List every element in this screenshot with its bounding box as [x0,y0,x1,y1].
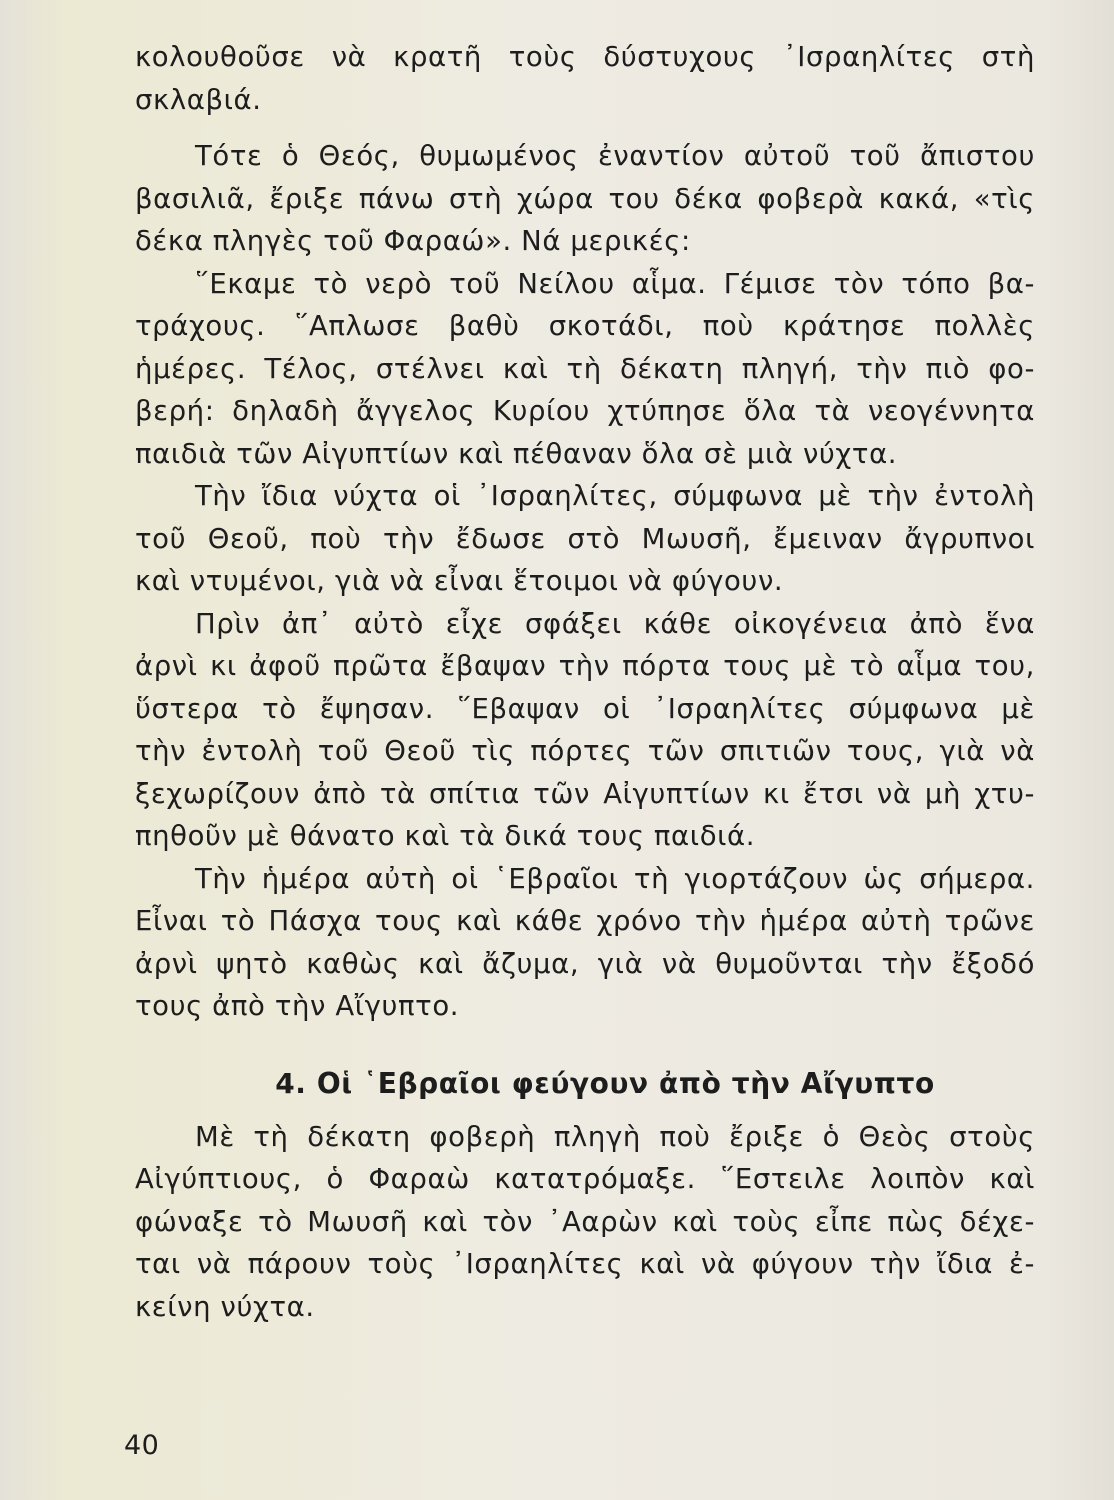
text-column [135,36,1035,1328]
paragraph [135,603,1035,858]
paragraph [135,36,1035,121]
text-line: πηθοῦν μὲ θάνατο καὶ τὰ δικά τους παιδιά. [135,820,756,852]
text-line: βασιλιᾶ, ἔριξε πάνω στὴ χώρα του δέκα φοβερὰ κακά, «τὶς [135,182,1035,215]
text-line: ἡμέρες. Τέλος, στέλνει καὶ τὴ δέκατη πληγή, τὴν πιὸ φο- [135,352,1035,385]
text-line: ὕστερα τὸ ἔψησαν. ῞Εβαψαν οἱ ᾿Ισραηλίτες σύμφωνα μὲ [135,692,1035,725]
text-line: Τὴν ἴδια νύχτα οἱ ᾿Ισραηλίτες, σύμφωνα μὲ τὴν ἐντολὴ [195,480,1035,512]
text-line: Εἶναι τὸ Πάσχα τους καὶ κάθε χρόνο τὴν ἡμέρα αὐτὴ τρῶνε [135,905,1035,937]
text-line: Τὴν ἡμέρα αὐτὴ οἱ ῾Εβραῖοι τὴ γιορτάζουν ὡς σήμερα. [195,862,1035,895]
paragraph [135,858,1035,1028]
paragraph [135,1116,1035,1329]
text-line: τους ἀπὸ τὴν Αἴγυπτο. [135,990,460,1022]
text-line: ξεχωρίζουν ἀπὸ τὰ σπίτια τῶν Αἰγυπτίων κι ἔτσι νὰ μὴ χτυ- [135,777,1035,810]
text-line: ἀρνὶ κι ἀφοῦ πρῶτα ἔβαψαν τὴν πόρτα τους μὲ τὸ αἷμα του, [135,650,1035,682]
text-line: κείνη νύχτα. [135,1290,315,1323]
text-line: Μὲ τὴ δέκατη φοβερὴ πληγὴ ποὺ ἔριξε ὁ Θεὸς στοὺς [195,1120,1035,1153]
page-number: 40 [124,1430,160,1461]
paragraph [135,135,1035,263]
text-line: Τότε ὁ Θεός, θυμωμένος ἐναντίον αὐτοῦ τοῦ ἄπιστου [195,140,1035,172]
paragraph [135,263,1035,476]
text-line: καὶ ντυμένοι, γιὰ νὰ εἶναι ἕτοιμοι νὰ φύγουν. [135,565,784,597]
text-line: φώναξε τὸ Μωυσῆ καὶ τὸν ᾿Ααρὼν καὶ τοὺς εἶπε πὼς δέχε- [135,1205,1035,1238]
text-line: Αἰγύπτιους, ὁ Φαραὼ κατατρόμαξε. ῞Εστειλε λοιπὸν καὶ [135,1163,1035,1195]
text-line: Πρὶν ἀπ᾿ αὐτὸ εἶχε σφάξει κάθε οἰκογένεια ἀπὸ ἕνα [195,607,1035,640]
text-line: ἀρνὶ ψητὸ καθὼς καὶ ἄζυμα, γιὰ νὰ θυμοῦνται τὴν ἔξοδό [135,947,1035,980]
text-line: τράχους. ῞Απλωσε βαθὺ σκοτάδι, ποὺ κράτησε πολλὲς [135,310,1035,342]
text-line: τοῦ Θεοῦ, ποὺ τὴν ἔδωσε στὸ Μωυσῆ, ἔμειναν ἄγρυπνοι [135,522,1035,555]
text-line: παιδιὰ τῶν Αἰγυπτίων καὶ πέθαναν ὅλα σὲ μιὰ νύχτα. [135,437,898,470]
text-line: δέκα πληγὲς τοῦ Φαραώ». Νά μερικές: [135,225,691,257]
paragraph [135,475,1035,603]
text-line: βερή: δηλαδὴ ἄγγελος Κυρίου χτύπησε ὅλα τὰ νεογέννητα [135,395,1035,427]
text-line: τὴν ἐντολὴ τοῦ Θεοῦ τὶς πόρτες τῶν σπιτιῶν τους, γιὰ νὰ [135,735,1035,767]
text-line: ῞Εκαμε τὸ νερὸ τοῦ Νείλου αἷμα. Γέμισε τὸν τόπο βα- [195,267,1035,300]
text-line: ται νὰ πάρουν τοὺς ᾿Ισραηλίτες καὶ νὰ φύγουν τὴν ἴδια ἐ- [135,1248,1035,1280]
text-line: κολουθοῦσε νὰ κρατῆ τοὺς δύστυχους ᾿Ισραηλίτες στὴ [135,41,1035,73]
section-heading: 4. Οἱ ῾Εβραῖοι φεύγουν ἀπὸ τὴν Αἴγυπτο [275,1066,935,1100]
text-line: σκλαβιά. [135,83,262,116]
